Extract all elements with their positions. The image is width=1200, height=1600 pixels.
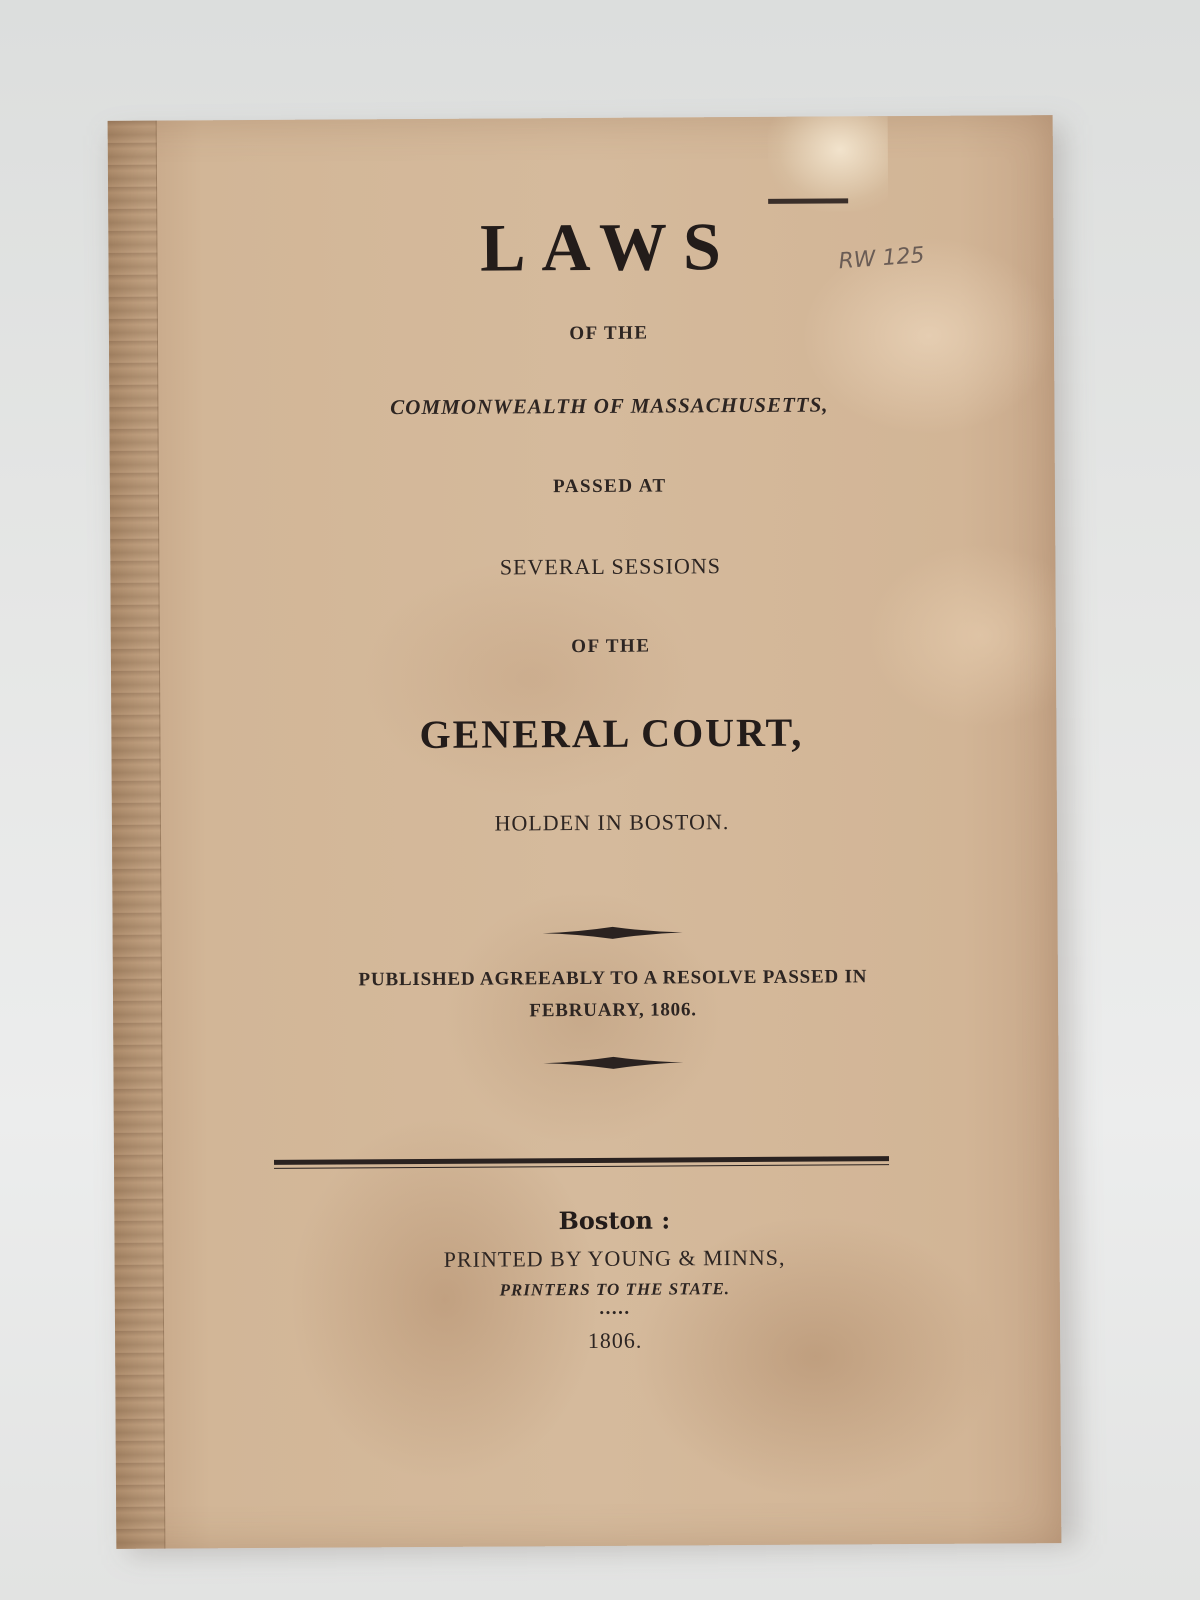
title-text-block bbox=[248, 116, 977, 1520]
of-the-line: OF THE bbox=[569, 322, 649, 345]
imprint-year: 1806. bbox=[587, 1327, 643, 1353]
diamond-rule-ornament-top bbox=[543, 925, 683, 940]
printers-to-state-line: PRINTERS TO THE STATE. bbox=[499, 1279, 731, 1300]
imprint-place: Boston : bbox=[558, 1205, 671, 1236]
main-title: LAWS bbox=[479, 208, 738, 286]
of-the-line-2: OF THE bbox=[571, 635, 651, 658]
pencil-annotation: RW 125 bbox=[837, 242, 926, 275]
published-line-2: FEBRUARY, 1806. bbox=[529, 999, 697, 1022]
worn-spine-edge bbox=[108, 121, 166, 1549]
published-line-1: PUBLISHED AGREEABLY TO A RESOLVE PASSED IN bbox=[358, 966, 868, 991]
passed-at-line: PASSED AT bbox=[552, 475, 667, 498]
diamond-rule-ornament-bottom bbox=[543, 1055, 683, 1070]
holden-line: HOLDEN IN BOSTON. bbox=[494, 809, 730, 836]
printed-by-line: PRINTED BY YOUNG & MINNS, bbox=[443, 1244, 786, 1272]
several-sessions-line: SEVERAL SESSIONS bbox=[499, 553, 722, 580]
commonwealth-line: COMMONWEALTH OF MASSACHUSETTS, bbox=[390, 392, 829, 420]
general-court-heading: GENERAL COURT, bbox=[419, 709, 804, 758]
dots-separator: ..... bbox=[599, 1297, 631, 1319]
title-page bbox=[108, 115, 1062, 1549]
